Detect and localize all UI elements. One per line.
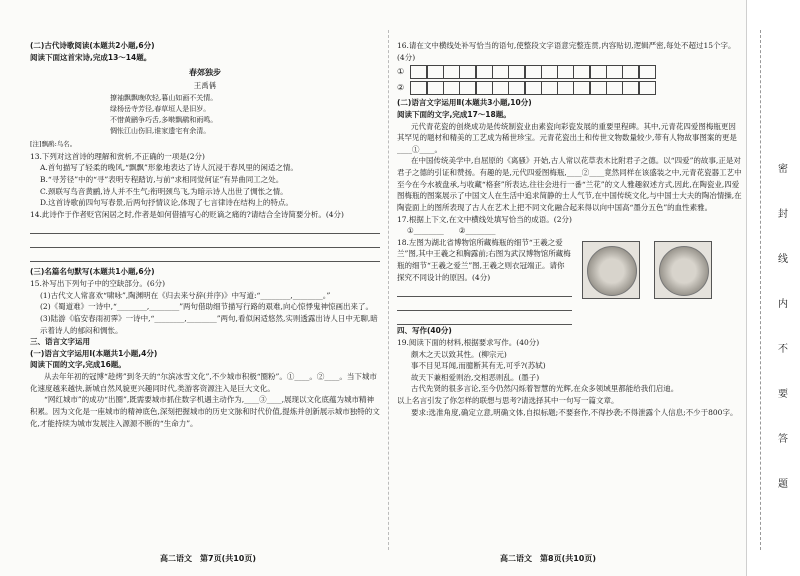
grid-cell[interactable] [427, 81, 444, 95]
section-4-heading: 四、写作(40分) [397, 326, 452, 336]
section-poetry-heading: (二)古代诗歌阅读(本题共2小题,6分) [30, 41, 155, 50]
grid-cell[interactable] [557, 81, 574, 95]
page-footer-left: 高二语文 第7页(共10页) [160, 554, 257, 563]
grid-cell[interactable] [410, 65, 427, 79]
answer-grid-row [397, 81, 742, 95]
grid-cell[interactable] [541, 81, 558, 95]
grid-cell[interactable] [541, 65, 558, 79]
column-divider [388, 30, 389, 550]
grid-cell[interactable] [508, 65, 525, 79]
question-13: 13.下列对这首诗的理解和赏析,不正确的一项是(2分) [30, 151, 205, 161]
grid-cell[interactable] [459, 81, 476, 95]
passage-17-paragraph: 元代青花瓷的创烧成功是传统制瓷业由素瓷向彩瓷发展的重要里程碑。其中,元青花四爱图梅瓶更因其罕见的题材和精美的工艺成为稀世珍宝。元青花瓷出土和传世文物数量较少,带有人物故事图案的更是____①____。 [397, 121, 737, 154]
poem-author: 王禹偁 [193, 80, 217, 90]
grid-cell[interactable] [622, 81, 639, 95]
grid-cell[interactable] [590, 65, 607, 79]
answer-line[interactable] [397, 313, 572, 325]
grid-cell[interactable] [525, 65, 542, 79]
grid-cell[interactable] [427, 65, 444, 79]
seal-char: 答 [778, 434, 788, 445]
answer-line[interactable] [397, 285, 572, 297]
passage-16-paragraph: “网红城市”的成功“出圈”,既需要城市抓住数字机遇主动作为,____③____,展现以文化底蕴为城市精神积累。因为文化是一座城市的精神底色,深刻把握城市的历史文脉和时代价值,提炼并创新展示城市独特的文化,才能持续为城市发展注入源源不断的“生命力”。 [30, 395, 380, 428]
vase-detail-image-left [582, 241, 640, 299]
grid-cell[interactable] [508, 81, 525, 95]
answer-line[interactable] [30, 236, 380, 248]
q13-option-b: B.“寻芳径”中的“寻”表明专程踏访,与前“求相同觉何证”有异曲同工之处。 [40, 174, 284, 184]
subsection-language-2: (二)语言文字运用Ⅱ(本题共3小题,10分) [397, 98, 532, 108]
writing-requirements: 要求:选准角度,确定立意,明确文体,自拟标题;不要套作,不得抄袭;不得泄露个人信息;不少于800字。 [411, 407, 738, 417]
grid-cell[interactable] [410, 81, 427, 95]
q17-instruction: 阅读下面的文字,完成17～18题。 [397, 109, 511, 119]
grid-cell[interactable] [492, 65, 509, 79]
q13-option-a: A.首句描写了轻柔的晚风,“飘飘”形象地表达了诗人沉浸于春风里的闲适之情。 [40, 163, 298, 173]
grid-cell[interactable] [573, 65, 590, 79]
grid-cell[interactable] [639, 65, 656, 79]
subsection-language-1: (一)语言文字运用Ⅰ(本题共1小题,4分) [30, 348, 158, 358]
poem-line: 不惜黄鹂争巧舌,多啭飘鹝和雨鸣。 [110, 115, 218, 124]
seal-line [760, 30, 761, 550]
passage-16-paragraph: 从去年年初的冠博“趁烤”到冬天的“尔滨冰雪文化”,不少城市积极“圈粉”。①____。②____。当下城市化速度越来越快,新城自然风貌更兴趣同时代,类游客资源注入是巨大文化。 [30, 372, 377, 393]
grid-cell[interactable] [590, 81, 607, 95]
section-3-heading: 三、语言文字运用 [30, 337, 90, 347]
right-column [397, 40, 742, 418]
quote-item: 事不目见耳闻,而臆断其有无,可乎?(苏轼) [411, 361, 546, 371]
seal-char: 密 [778, 164, 788, 175]
grid-cell[interactable] [476, 65, 493, 79]
question-19: 19.阅读下面的材料,根据要求写作。(40分) [397, 337, 540, 347]
poem-title: 春郊独步 [189, 67, 221, 78]
poem-line: 惆怅江山伤旧,谁家遗宅有余清。 [110, 126, 211, 135]
poem-line: 撩袖飘飘晚吹轻,暮山如画不关情。 [110, 94, 218, 103]
seal-char: 要 [778, 389, 788, 400]
answer-grid-row [397, 65, 742, 79]
grid-label: ① [397, 67, 405, 77]
grid-cell[interactable] [492, 81, 509, 95]
q15-item-3: (3)陆游《临安春雨初霁》一诗中,“________,________”两句,看似闲适悠然,实则透露出诗人日中无聊,暗示着诗人的郁闷和惆怅。 [40, 313, 378, 335]
q15-item-2: (2)《蜀道难》一诗中,“________,________”两句借助细节描写行路的艰难,向心惊悸鬼神惊画出来了。 [40, 302, 373, 312]
grid-cell[interactable] [476, 81, 493, 95]
grid-cell[interactable] [525, 81, 542, 95]
left-column [30, 40, 380, 429]
quote-item: 颇木之天以致其性。(柳宗元) [411, 349, 507, 359]
grid-cell[interactable] [443, 65, 460, 79]
grid-cell[interactable] [622, 65, 639, 79]
writing-prompt-paragraph: 古代先贤的很多言论,至今仍然闪烁着智慧的光辉,在众多领域里都能给我们启迪。 [411, 384, 679, 394]
q16-instruction: 阅读下面的文字,完成16题。 [30, 360, 126, 370]
poem-line: 绿杨岳寺芳径,春草垣人是旧岁。 [110, 105, 211, 114]
question-17: 17.根据上下文,在文中横线处填写恰当的成语。(2分) [397, 214, 572, 224]
vase-detail-image-right [654, 241, 712, 299]
section-dictation-heading: (三)名篇名句默写(本题共1小题,6分) [30, 267, 155, 277]
poetry-instruction: 阅读下面这首宋诗,完成13～14题。 [30, 52, 152, 62]
grid-cell[interactable] [639, 81, 656, 95]
page-footer-right: 高二语文 第8页(共10页) [500, 554, 597, 563]
answer-line[interactable] [30, 222, 380, 234]
seal-char: 不 [778, 344, 788, 355]
writing-prompt-paragraph: 以上名言引发了你怎样的联想与思考?请选择其中一句写一篇文章。 [397, 396, 619, 405]
answer-line[interactable] [397, 299, 572, 311]
question-16: 16.请在文中横线处补写恰当的语句,使整段文字语意完整连贯,内容贴切,逻辑严密,每处不超过15个字。(4分) [397, 41, 736, 62]
q17-answer-line[interactable]: ①________ ②________ [407, 226, 496, 236]
grid-cell[interactable] [573, 81, 590, 95]
question-15: 15.补写出下列句子中的空缺部分。(6分) [30, 279, 166, 289]
q13-option-d: D.这首诗歌前四句写春景,后两句抒情议论,体现了七言律诗在结构上的特点。 [40, 198, 293, 208]
quote-item: 故天下兼相爱则治,交相恶则乱。(墨子) [411, 372, 540, 382]
q13-option-c: C.颈联写鸟音黄鹂,诗人并不生气;衔明颈鸟飞,为暗示诗人出世了惆怅之情。 [40, 186, 288, 196]
answer-line[interactable] [30, 250, 380, 262]
seal-char: 封 [778, 209, 788, 220]
grid-label: ② [397, 83, 405, 93]
grid-cell[interactable] [606, 81, 623, 95]
passage-17-paragraph: 在中国传统美学中,自屈原的《离骚》开始,古人常以花草表木比附君子之德。以“四爱”的故事,正是对君子之德的引证和赞扬。有趣的是,元代四爱图梅瓶,____②____竟然同样在该盛装之中,元青花瓷器工艺中至今在今水被盘承,与收藏“格套”所表达,往往会进行一番“兰花”的文人雅趣叙述方式,因此,在陶瓷业,四爱图梅瓶的图案展示了中国文人在生活中追求简静的士人气节,在中国传统文化,与中国士大夫的陶冶情操,在陶瓷面上的图所表现了古人在艺术上把不同文化融合起来得以向中国高“墨分五色”的血性素雅。 [397, 156, 742, 212]
grid-cell[interactable] [557, 65, 574, 79]
question-14: 14.此诗作于作者贬官闲居之时,作者是如何借描写心的贬谪之痛的?请结合全诗简要分析。(4分) [30, 209, 344, 219]
seal-char: 内 [778, 299, 788, 310]
question-18: 18.左图为湖北省博物馆所藏梅瓶的细节“王羲之爱兰”图,其中王羲之和胸露前;右图为武汉博物馆所藏梅瓶的细节“王羲之爱兰”图,王羲之则衣冠端正。请你探究不同设计的原因。(4分) [397, 237, 571, 282]
seal-strip [746, 0, 800, 576]
seal-char: 题 [778, 479, 788, 490]
seal-char: 线 [778, 254, 788, 265]
grid-cell[interactable] [606, 65, 623, 79]
q15-item-1: (1)古代文人常喜欢“啸咏”,陶渊明在《归去来兮辞(并序)》中写道:“________,________。” [40, 290, 331, 300]
grid-cell[interactable] [459, 65, 476, 79]
poem-note: [注]飘鹝:鸟名。 [30, 139, 77, 148]
grid-cell[interactable] [443, 81, 460, 95]
